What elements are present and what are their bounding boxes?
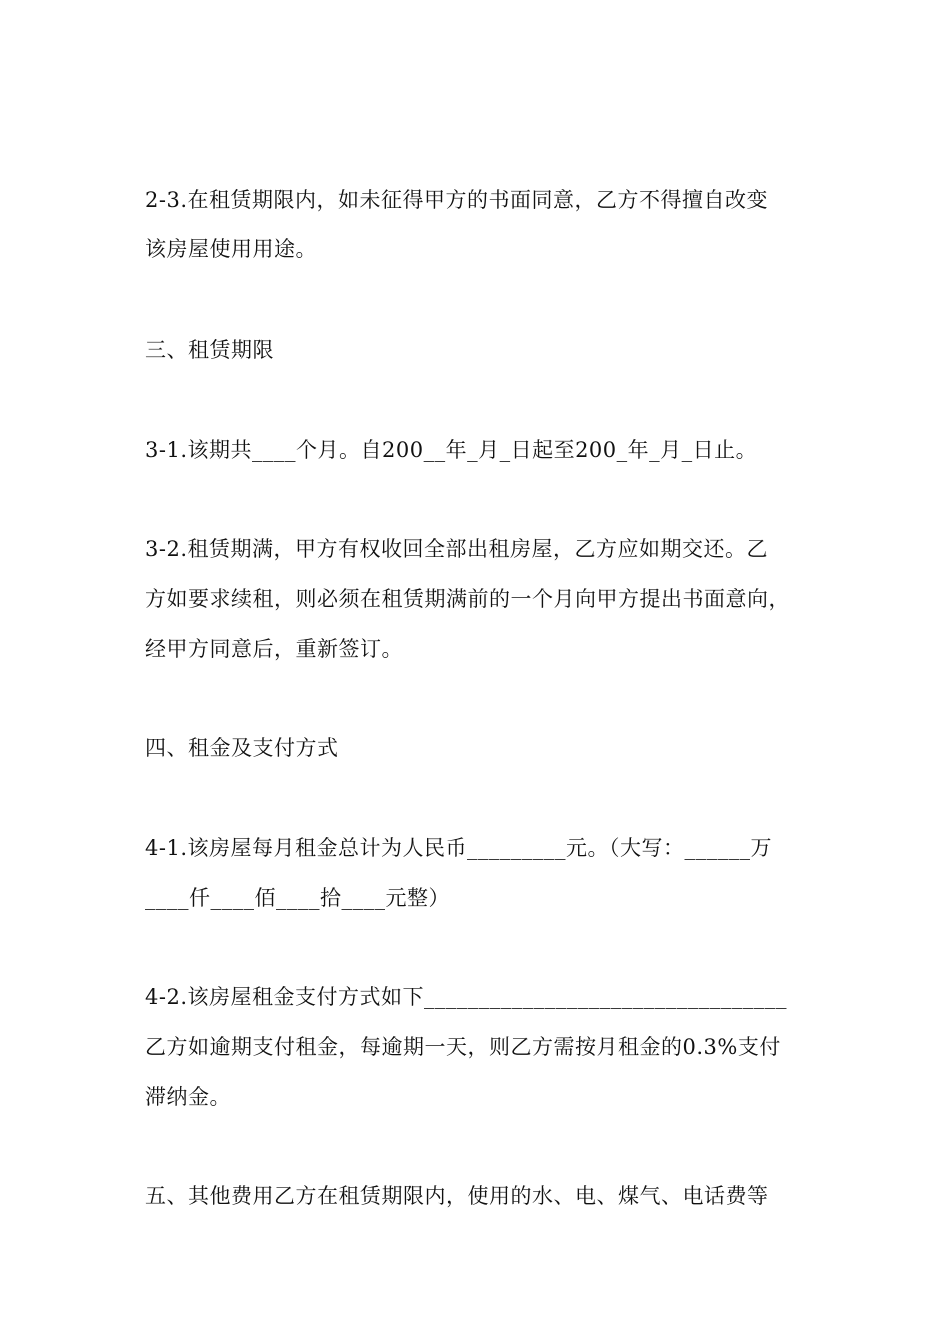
clause-4-1-line-2: ____仟____佰____拾____元整） [145, 886, 450, 910]
section-3-heading: 三、租赁期限 [145, 338, 274, 362]
clause-2-3-line-2: 该房屋使用用途。 [145, 237, 317, 261]
clause-4-2-line-3: 滞纳金。 [145, 1085, 231, 1109]
section-5-heading: 五、其他费用乙方在租赁期限内，使用的水、电、煤气、电话费等 [145, 1184, 769, 1208]
clause-3-2-line-1: 3-2.租赁期满，甲方有权收回全部出租房屋，乙方应如期交还。乙 [145, 537, 768, 561]
clause-3-2-line-2: 方如要求续租，则必须在租赁期满前的一个月向甲方提出书面意向， [145, 587, 790, 611]
clause-4-2-line-2: 乙方如逾期支付租金，每逾期一天，则乙方需按月租金的0.3%支付 [145, 1035, 781, 1059]
section-4-heading: 四、租金及支付方式 [145, 736, 339, 760]
clause-3-2-line-3: 经甲方同意后，重新签订。 [145, 637, 403, 661]
clause-3-1-line-1: 3-1.该期共____个月。自200__年_月_日起至200_年_月_日止。 [145, 438, 758, 462]
clause-2-3-line-1: 2-3.在租赁期限内，如未征得甲方的书面同意，乙方不得擅自改变 [145, 188, 768, 212]
clause-4-2-line-1: 4-2.该房屋租金支付方式如下_________________________________ [145, 985, 787, 1009]
clause-4-1-line-1: 4-1.该房屋每月租金总计为人民币_________元。（大写：______万 [145, 836, 772, 860]
